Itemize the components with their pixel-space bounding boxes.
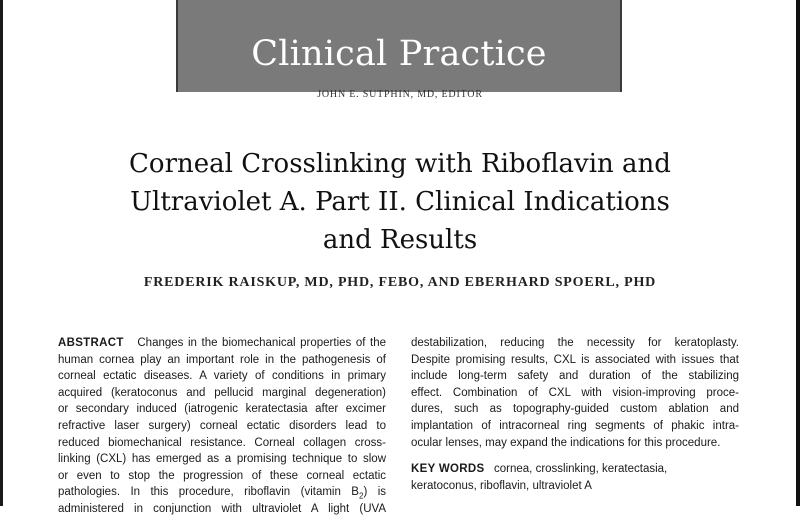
abstract-line: destabilization, reducing the necessity for keratoplasty. bbox=[411, 337, 739, 349]
abstract-line: or secondary induced (iatrogenic keratectasia after excimer bbox=[58, 403, 386, 416]
abstract-line: Despite promising results, CXL is associated with issues that bbox=[411, 353, 739, 366]
editor-line: JOHN E. SUTPHIN, MD, EDITOR bbox=[317, 89, 483, 100]
abstract-right-column bbox=[411, 335, 739, 494]
abstract-line: corneal ectatic diseases. A variety of conditions in primary bbox=[58, 370, 386, 383]
abstract-line: or even to stop the progression of these corneal ectatic bbox=[58, 469, 386, 482]
abstract-text: ) is bbox=[363, 486, 386, 499]
abstract-line: acquired (keratoconus and pellucid marginal degeneration) bbox=[58, 386, 386, 399]
keywords-text: cornea, crosslinking, keratectasia, bbox=[494, 463, 668, 476]
title-line: and Results bbox=[322, 225, 478, 255]
abstract-text: pathologies. In this procedure, riboflavin (vitamin B bbox=[58, 486, 359, 499]
abstract-line: include long-term safety and duration of the stabilizing bbox=[411, 370, 739, 383]
section-title: Clinical Practice bbox=[251, 34, 547, 74]
abstract-line: ocular lenses, may expand the indications for this procedure. bbox=[411, 436, 721, 449]
abstract-line: linking (CXL) has emerged as a promising technique to slow bbox=[58, 453, 386, 466]
abstract-line: implantation of intracorneal ring segments of phakic intra- bbox=[411, 419, 739, 432]
abstract-line bbox=[58, 335, 386, 352]
title-line: Corneal Crosslinking with Riboflavin and bbox=[129, 149, 671, 179]
keywords-line: keratoconus, riboflavin, ultraviolet A bbox=[411, 479, 592, 492]
abstract-line: refractive laser surgery) corneal ectatic disorders lead to bbox=[58, 419, 386, 432]
abstract-line: human cornea play an important role in the pathogenesis of bbox=[58, 353, 386, 366]
subscript-2: 2 bbox=[358, 491, 364, 501]
keywords-label: KEY WORDS bbox=[411, 463, 485, 476]
abstract-line: administered in conjunction with ultraviolet A light (UVA bbox=[58, 502, 386, 515]
abstract-line bbox=[58, 484, 386, 501]
author-list: FREDERIK RAISKUP, MD, PHD, FEBO, AND EBERHARD SPOERL, PHD bbox=[143, 275, 657, 290]
abstract-label: ABSTRACT bbox=[58, 337, 124, 349]
section-banner bbox=[176, 0, 622, 92]
title-line: Ultraviolet A. Part II. Clinical Indications bbox=[130, 187, 670, 217]
left-page-edge bbox=[0, 0, 3, 506]
right-page-edge bbox=[796, 0, 800, 506]
keywords-block bbox=[411, 461, 739, 494]
article-title bbox=[80, 145, 720, 259]
abstract-line: reduced biomechanical resistance. Corneal collagen cross- bbox=[58, 436, 386, 449]
abstract-line: effect. Combination of CXL with vision-improving proce- bbox=[411, 386, 739, 399]
abstract-left-column bbox=[58, 335, 386, 518]
abstract-line: dures, such as topography-guided custom ablation and bbox=[411, 403, 739, 416]
abstract-text: Changes in the biomechanical properties of the bbox=[137, 337, 386, 349]
keywords-line bbox=[411, 461, 739, 478]
